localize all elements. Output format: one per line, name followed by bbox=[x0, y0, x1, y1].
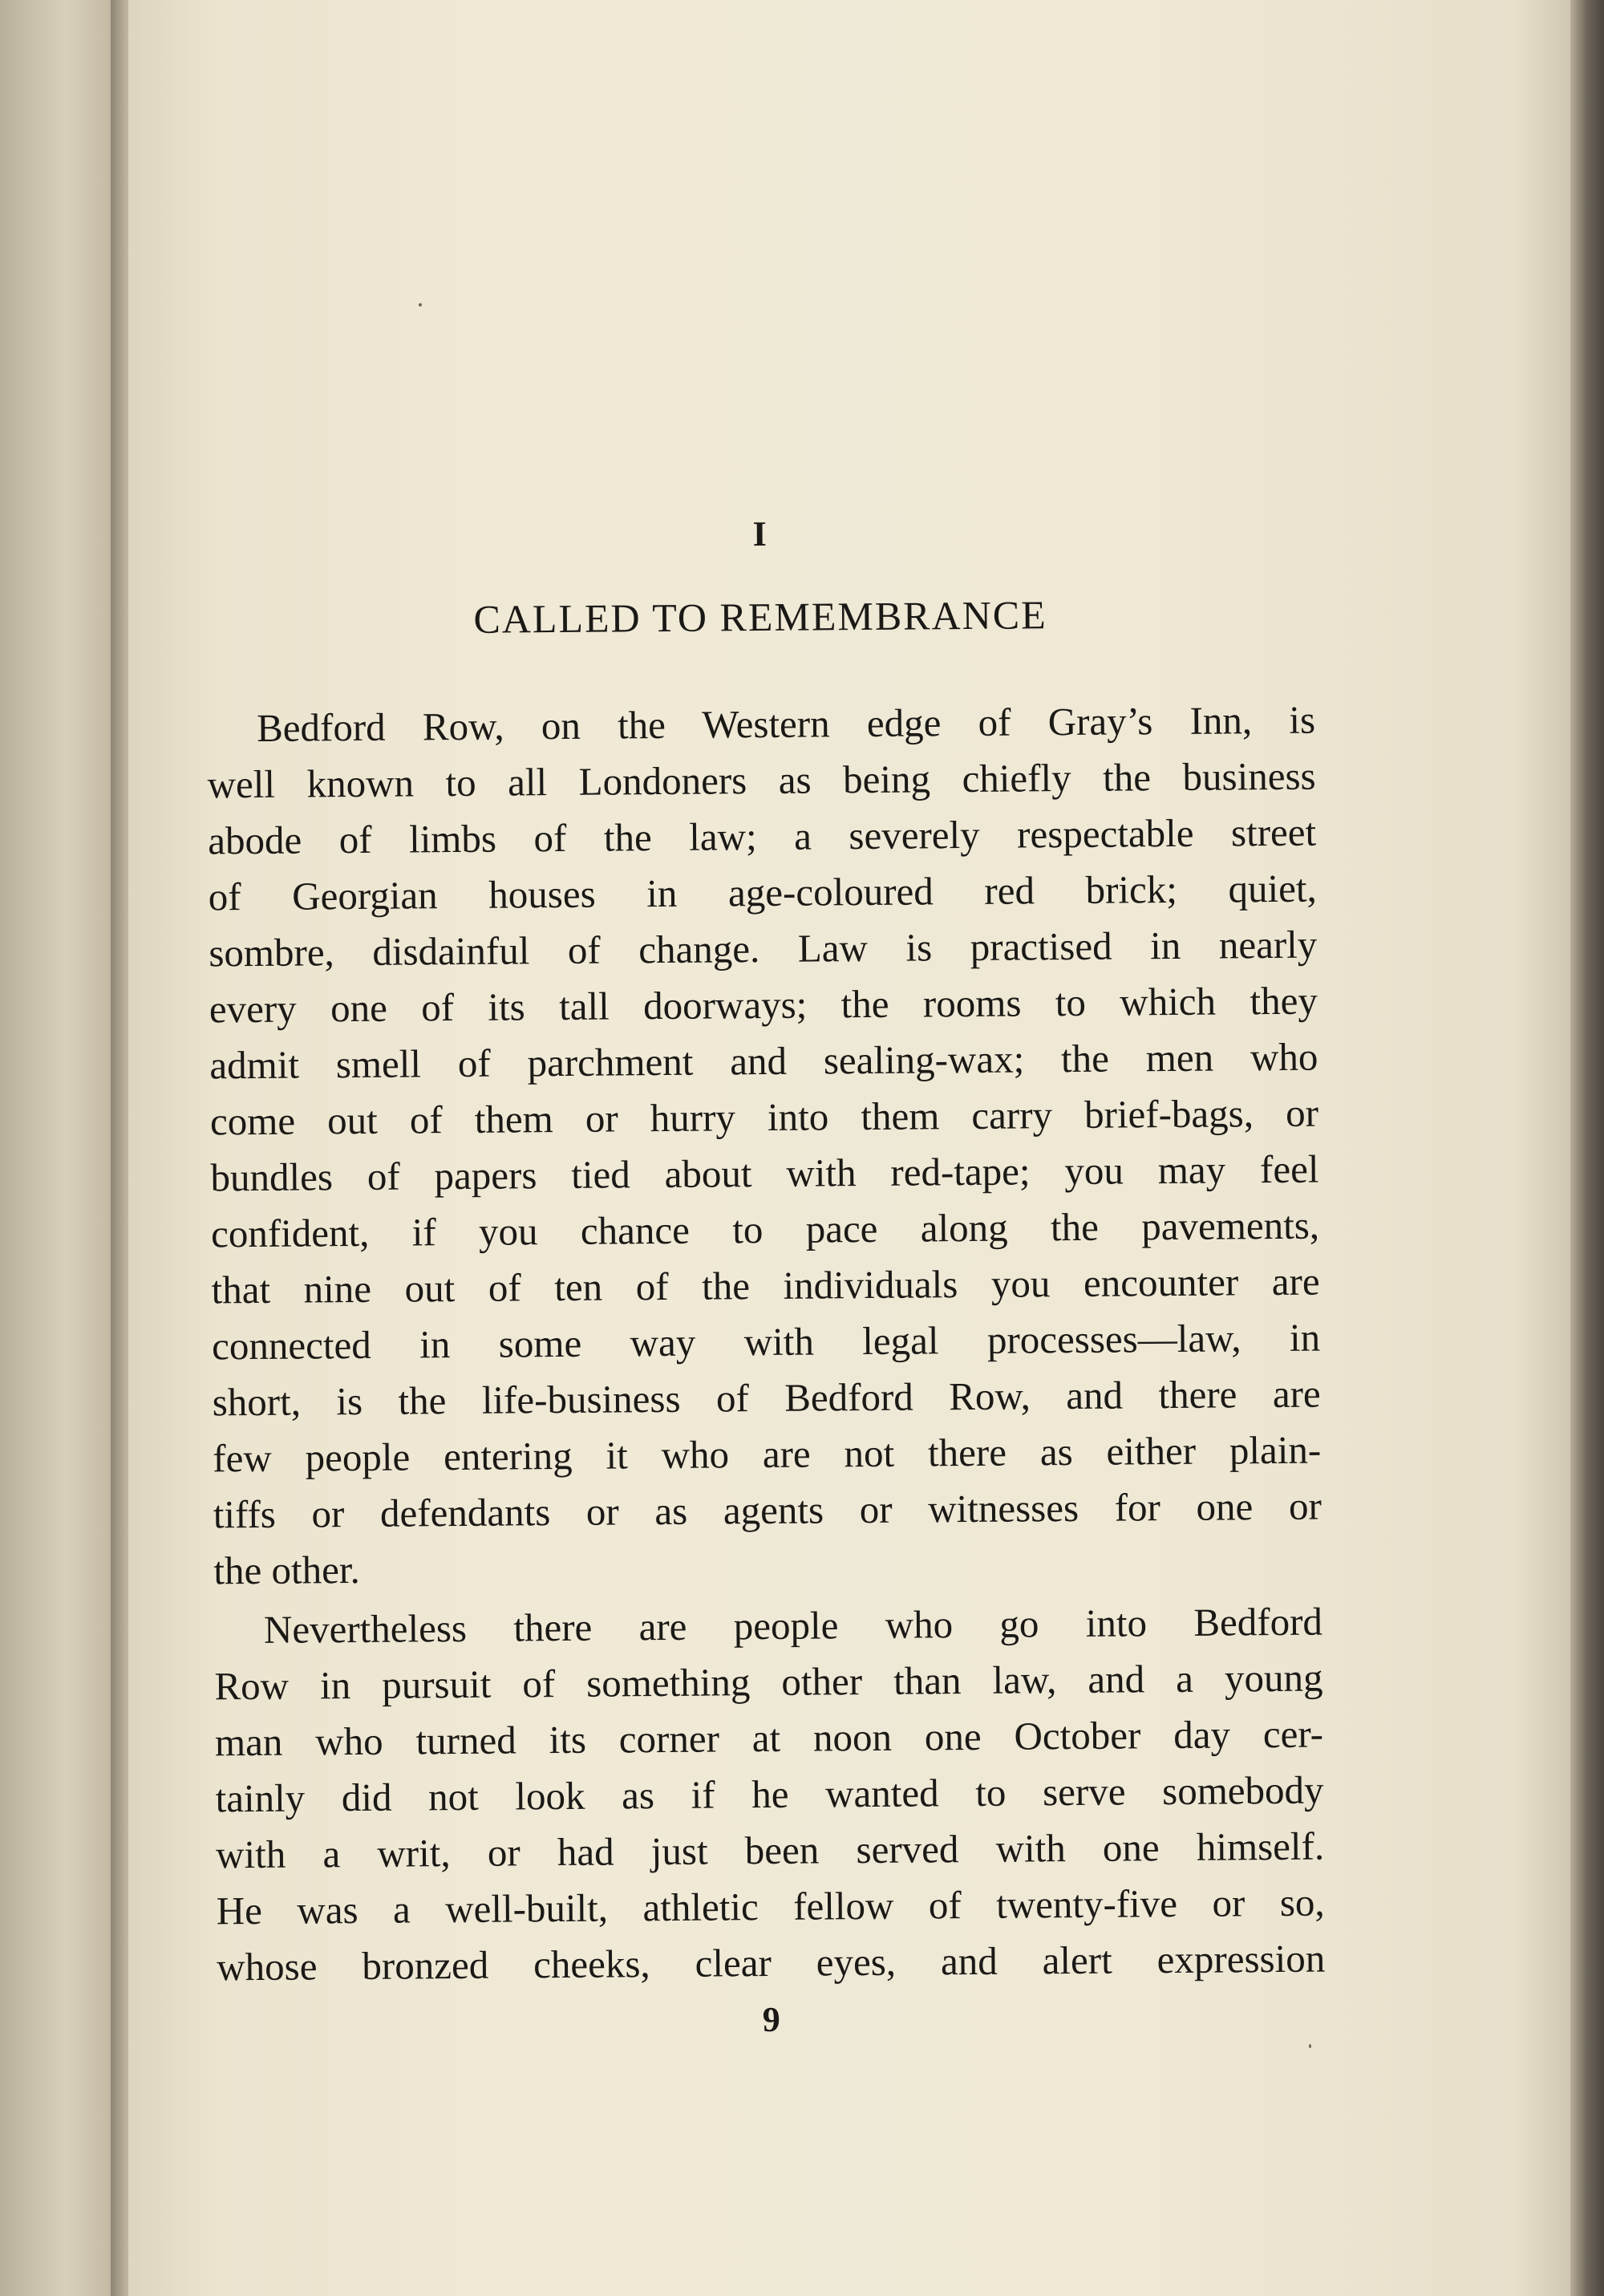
text-line: that nine out of ten of the individuals you encounter are bbox=[211, 1259, 1320, 1312]
text-line: come out of them or hurry into them carry brief-bags, or bbox=[209, 1090, 1319, 1144]
text-line: tainly did not look as if he wanted to serve somebody bbox=[215, 1767, 1324, 1821]
text-line: Nevertheless there are people who go into Bedford bbox=[263, 1599, 1323, 1652]
page-number: 9 bbox=[762, 1999, 780, 2040]
text-line: bundles of papers tied about with red-tape; you may feel bbox=[210, 1146, 1319, 1200]
text-line: whose bronzed cheeks, clear eyes, and alert expression bbox=[217, 1936, 1326, 1990]
chapter-number: I bbox=[752, 513, 767, 554]
text-block bbox=[201, 0, 1327, 2296]
text-line: well known to all Londoners as being chiefly the business bbox=[207, 753, 1316, 807]
text-line: Bedford Row, on the Western edge of Gray’s Inn, is bbox=[256, 697, 1316, 750]
text-line: confident, if you chance to pace along the pavements, bbox=[210, 1203, 1320, 1256]
text-line: the other. bbox=[213, 1547, 360, 1593]
chapter-title: CALLED TO REMEMBRANCE bbox=[473, 592, 1047, 642]
text-line: Row in pursuit of something other than law, and a young bbox=[214, 1655, 1323, 1709]
page-edge-shadow bbox=[1570, 0, 1604, 2296]
text-line: admit smell of parchment and sealing-wax; the men who bbox=[209, 1034, 1318, 1088]
text-line: man who turned its corner at noon one October day cer- bbox=[214, 1711, 1324, 1765]
text-line: abode of limbs of the law; a severely respectable street bbox=[207, 809, 1317, 863]
text-line: few people entering it who are not there as either plain- bbox=[213, 1427, 1322, 1481]
text-line: tiffs or defendants or as agents or witnesses for one or bbox=[213, 1483, 1322, 1537]
text-line: short, is the life-business of Bedford Row, and there are bbox=[212, 1371, 1321, 1425]
body-text bbox=[207, 692, 1326, 1996]
text-line: of Georgian houses in age-coloured red brick; quiet, bbox=[208, 866, 1317, 919]
text-line: He was a well-built, athletic fellow of twenty-five or so, bbox=[216, 1880, 1325, 1933]
text-line: every one of its tall doorways; the rooms to which they bbox=[209, 978, 1318, 1032]
facing-page-edge bbox=[0, 0, 120, 2296]
text-line: sombre, disdainful of change. Law is practised in nearly bbox=[209, 922, 1318, 976]
text-line: with a writ, or had just been served with one himself. bbox=[215, 1823, 1325, 1877]
text-line: connected in some way with legal processes—law, in bbox=[211, 1315, 1321, 1369]
